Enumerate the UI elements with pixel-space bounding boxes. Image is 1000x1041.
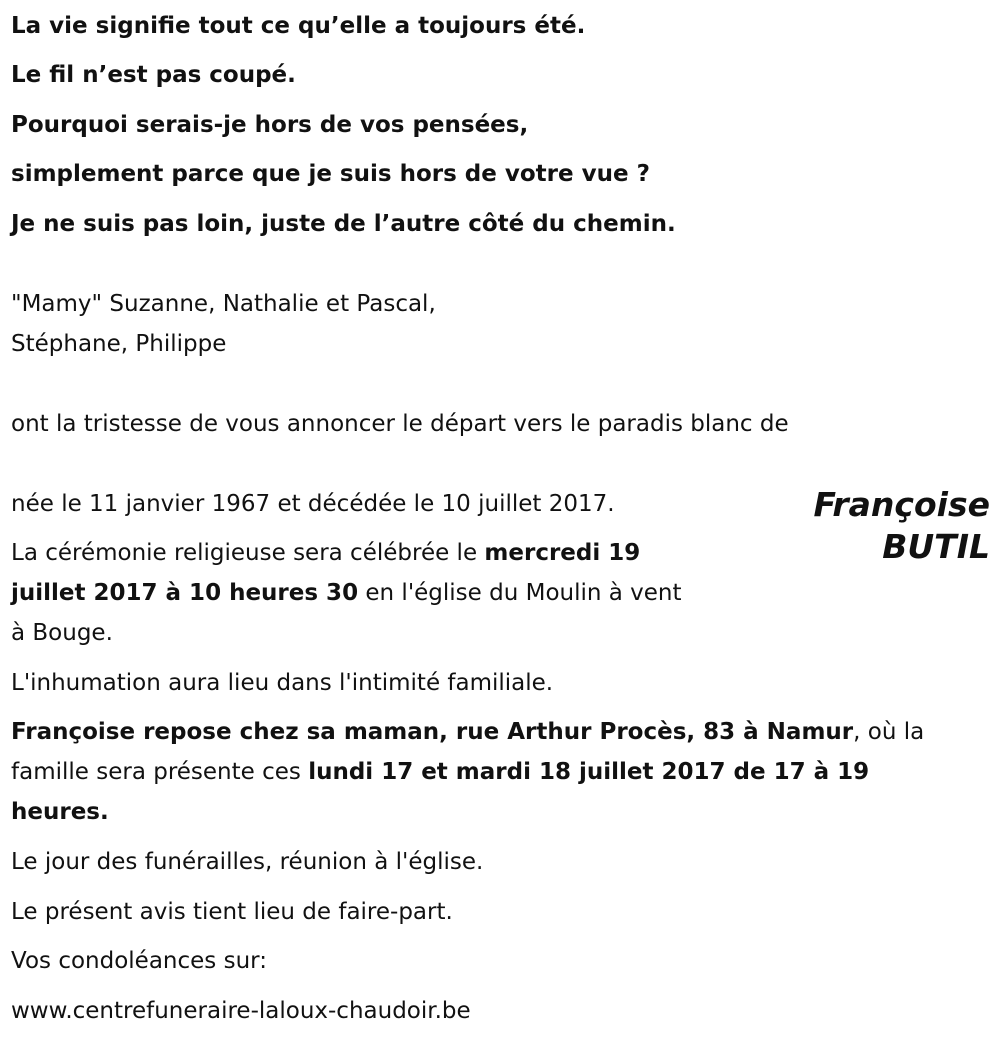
rest-line-2: [11, 757, 869, 787]
rest-line-1: [11, 717, 924, 747]
rest-line-3: heures.: [11, 799, 109, 825]
burial-text: L'inhumation aura lieu dans l'intimité familiale.: [11, 670, 554, 696]
deceased-name: [813, 484, 990, 568]
ceremony-prefix: La cérémonie religieuse sera célébrée le: [11, 540, 485, 566]
poem-line-4: simplement parce que je suis hors de votre vue ?: [11, 161, 650, 187]
ceremony-line-3: à Bouge.: [11, 620, 113, 646]
announcement-text: ont la tristesse de vous annoncer le départ vers le paradis blanc de: [11, 411, 789, 437]
deceased-first-name: Françoise: [813, 485, 990, 524]
ceremony-date-part-2: juillet 2017 à 10 heures 30: [11, 580, 359, 606]
family-line-1: "Mamy" Suzanne, Nathalie et Pascal,: [11, 291, 436, 317]
family-line-2: Stéphane, Philippe: [11, 331, 227, 357]
ceremony-line-1: [11, 538, 640, 568]
notice-text: Le présent avis tient lieu de faire-part.: [11, 899, 453, 925]
poem-line-3: Pourquoi serais-je hors de vos pensées,: [11, 112, 529, 138]
ceremony-suffix: en l'église du Moulin à vent: [358, 580, 682, 606]
birth-death-text: née le 11 janvier 1967 et décédée le 10 juillet 2017.: [11, 491, 615, 517]
condolences-label: Vos condoléances sur:: [11, 948, 267, 974]
poem-line-5: Je ne suis pas loin, juste de l’autre côté du chemin.: [11, 211, 676, 237]
funeral-day-text: Le jour des funérailles, réunion à l'église.: [11, 849, 484, 875]
ceremony-date-part-1: mercredi 19: [484, 540, 641, 566]
condolences-url: www.centrefuneraire-laloux-chaudoir.be: [11, 998, 471, 1024]
poem-line-1: La vie signifie tout ce qu’elle a toujours été.: [11, 13, 586, 39]
rest-bold-start: Françoise repose chez sa maman, rue Arthur Procès, 83 à Namur: [11, 719, 854, 745]
rest-mid: , où la: [853, 719, 925, 745]
deceased-last-name: BUTIL: [882, 527, 990, 566]
poem-line-2: Le fil n’est pas coupé.: [11, 62, 296, 88]
rest-line2-bold: lundi 17 et mardi 18 juillet 2017 de 17 à 19: [308, 759, 870, 785]
ceremony-line-2: [11, 578, 682, 608]
rest-line2-prefix: famille sera présente ces: [11, 759, 309, 785]
